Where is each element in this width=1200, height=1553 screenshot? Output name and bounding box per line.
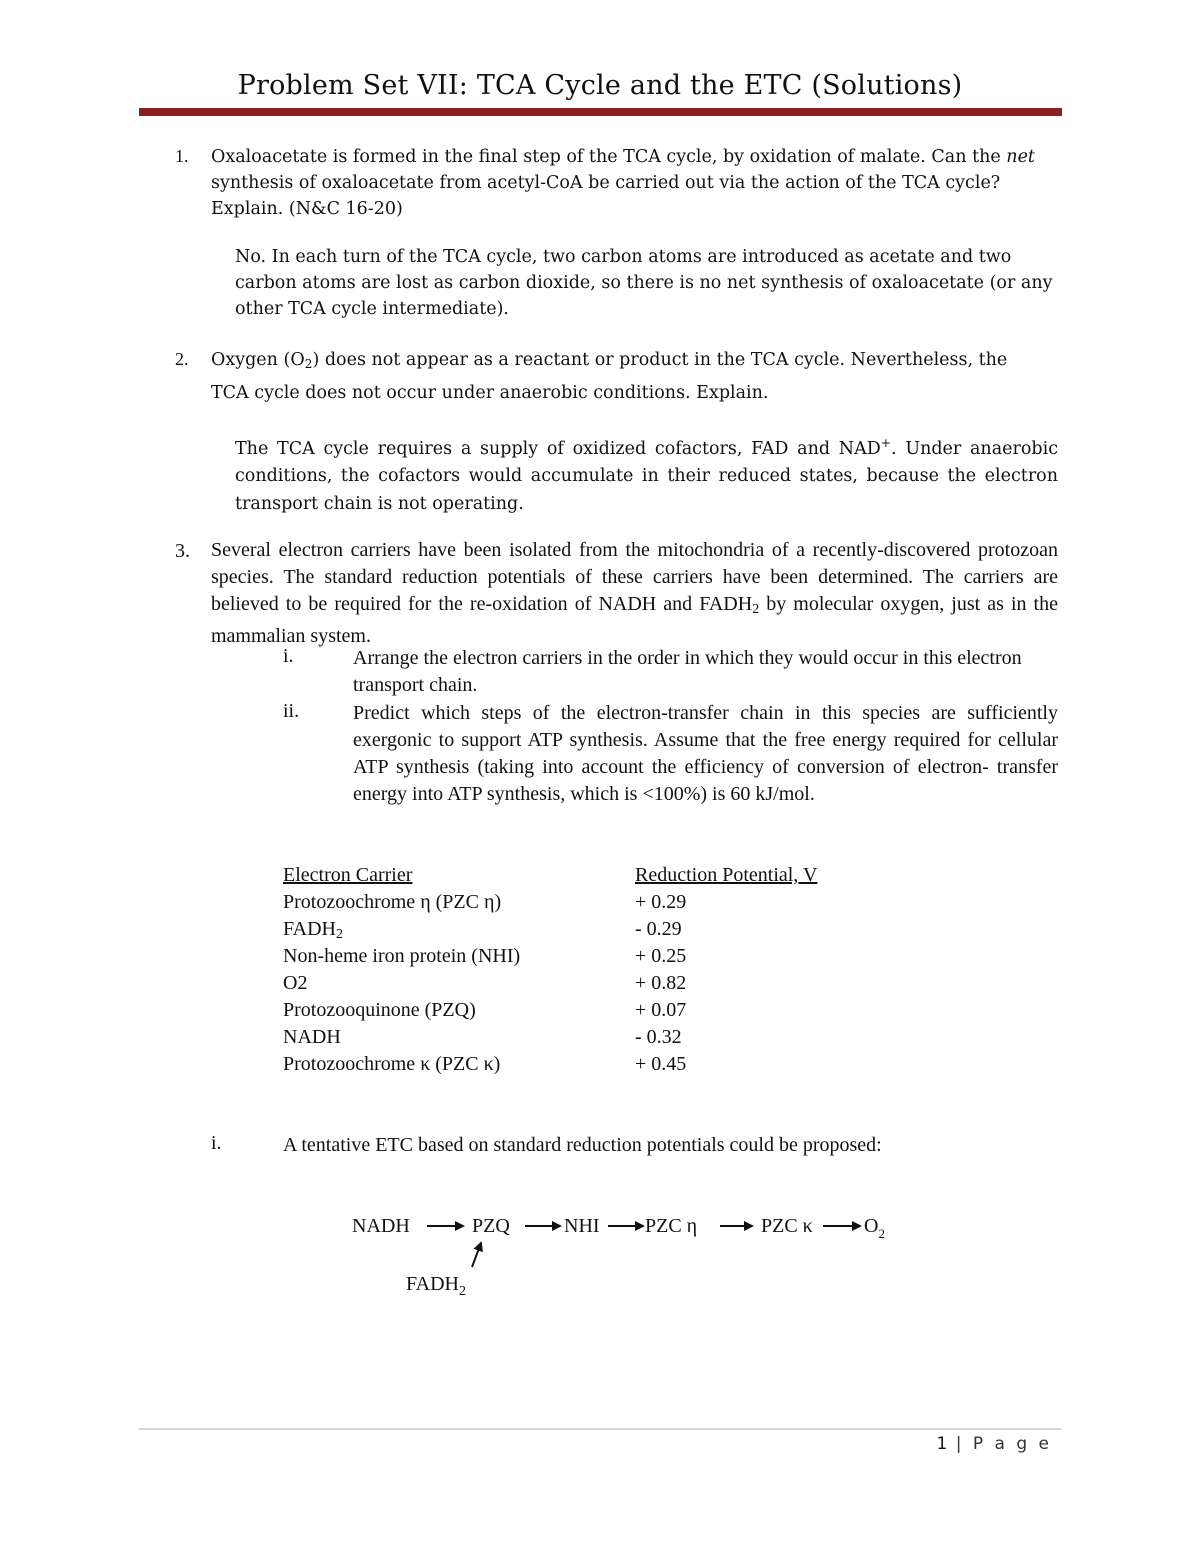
diagram-pzc-eta: PZC η <box>645 1215 698 1237</box>
question-3-sub-i-label: i. <box>283 645 294 667</box>
table-cell-carrier: Protozooquinone (PZQ) <box>283 999 476 1021</box>
question-2-text <box>211 346 1041 408</box>
page-number: 1 <box>936 1434 948 1454</box>
diagram-o2-sub: 2 <box>878 1226 885 1241</box>
question-3-text-b: by molecular oxygen, just as in the mammalian system. <box>211 593 1058 647</box>
page-footer <box>936 1434 1052 1454</box>
table-cell-potential: + 0.07 <box>635 999 687 1021</box>
diagram-nhi: NHI <box>564 1215 600 1237</box>
question-1-text-a: Oxaloacetate is formed in the final step of the TCA cycle, by oxidation of malate. Can the <box>211 147 1007 167</box>
question-3-number: 3. <box>175 540 190 562</box>
table-cell-carrier: NADH <box>283 1026 341 1048</box>
diagram-pzq: PZQ <box>472 1215 510 1237</box>
diagram-o2 <box>864 1215 885 1241</box>
table-header-carrier: Electron Carrier <box>283 864 413 886</box>
question-3-sub-ii-label: ii. <box>283 700 300 722</box>
diagram-fadh-sub: 2 <box>458 1284 466 1299</box>
question-3-sub-i-text: Arrange the electron carriers in the order in which they would occur in this electron transport chain. <box>353 647 1022 696</box>
question-3-text-a: Several electron carriers have been isolated from the mitochondria of a recently-discovered protozoan species. The standard reduction potentials of these carriers have been determined. The carriers are believed to be required for the re-oxidation of NADH and FADH <box>211 539 1058 615</box>
question-2-text-b: ) does not appear as a reactant or product in the TCA cycle. Nevertheless, the TCA cycle does not occur under anaerobic conditions. Explain. <box>211 350 1008 403</box>
table-cell-potential: - 0.32 <box>635 1026 682 1048</box>
question-3-sub: 2 <box>752 602 760 617</box>
answer-2-text <box>235 430 1058 518</box>
page-title: Problem Set VII: TCA Cycle and the ETC (Solutions) <box>237 70 963 101</box>
answer-2-text-b: . Under anaerobic conditions, the cofactors would accumulate in their reduced states, because the electron transport chain is not operating. <box>235 438 1058 514</box>
diagram-o2-text: O <box>864 1215 879 1237</box>
answer-2-text-a: The TCA cycle requires a supply of oxidized cofactors, FAD and NAD <box>235 438 881 459</box>
question-2-sub: 2 <box>304 357 313 371</box>
question-1-number: 1. <box>175 146 189 166</box>
table-cell-carrier-text: FADH <box>283 918 336 940</box>
table-cell-potential: + 0.82 <box>635 972 687 994</box>
answer-1-text: No. In each turn of the TCA cycle, two carbon atoms are introduced as acetate and two carbon atoms are lost as carbon dioxide, so there is no net synthesis of oxaloacetate (or any other TCA cycle intermediate). <box>235 247 1053 319</box>
title-rule <box>139 108 1062 116</box>
diagram-fadh <box>406 1273 466 1299</box>
footer-rule <box>139 1428 1062 1430</box>
table-cell-potential: + 0.29 <box>635 891 687 913</box>
table-cell-potential: - 0.29 <box>635 918 682 940</box>
table-cell-carrier: Protozoochrome η (PZC η) <box>283 891 502 913</box>
table-cell-carrier: Protozoochrome κ (PZC κ) <box>283 1053 501 1075</box>
table-cell-carrier: Non-heme iron protein (NHI) <box>283 945 521 967</box>
answer-i-text: A tentative ETC based on standard reduction potentials could be proposed: <box>283 1134 882 1156</box>
table-header-potential: Reduction Potential, V <box>635 864 818 886</box>
table-cell-carrier: O2 <box>283 972 308 994</box>
arrow-fadh-pzq <box>472 1243 481 1267</box>
footer-separator: | <box>955 1434 965 1454</box>
table-cell-potential: + 0.45 <box>635 1053 687 1075</box>
answer-i-label: i. <box>211 1132 222 1154</box>
question-3-text <box>211 537 1058 650</box>
table-cell-carrier-sub: 2 <box>335 927 343 942</box>
diagram-fadh-text: FADH <box>406 1273 459 1295</box>
question-1-text-b: synthesis of oxaloacetate from acetyl-CoA be carried out via the action of the TCA cycle? Explain. (N&C 16-20) <box>211 173 1001 219</box>
question-3-sub-ii-text: Predict which steps of the electron-transfer chain in this species are sufficiently exergonic to support ATP synthesis. Assume that the free energy required for cellular ATP synthesis (taking into account the efficiency of conversion of electron- transfer energy into ATP synthesis, which is <100%) is 60 kJ/mol. <box>353 702 1058 805</box>
diagram-nadh: NADH <box>352 1215 410 1237</box>
answer-2-sup: + <box>880 436 892 450</box>
question-1-emphasis: net <box>1006 147 1035 167</box>
etc-diagram <box>300 1195 920 1305</box>
question-1-text <box>211 144 1061 222</box>
diagram-pzc-kappa: PZC κ <box>761 1215 813 1237</box>
question-2-text-a: Oxygen (O <box>211 350 305 370</box>
page-label: P a g e <box>972 1434 1052 1454</box>
question-2-number: 2. <box>175 349 189 369</box>
table-cell-potential: + 0.25 <box>635 945 687 967</box>
